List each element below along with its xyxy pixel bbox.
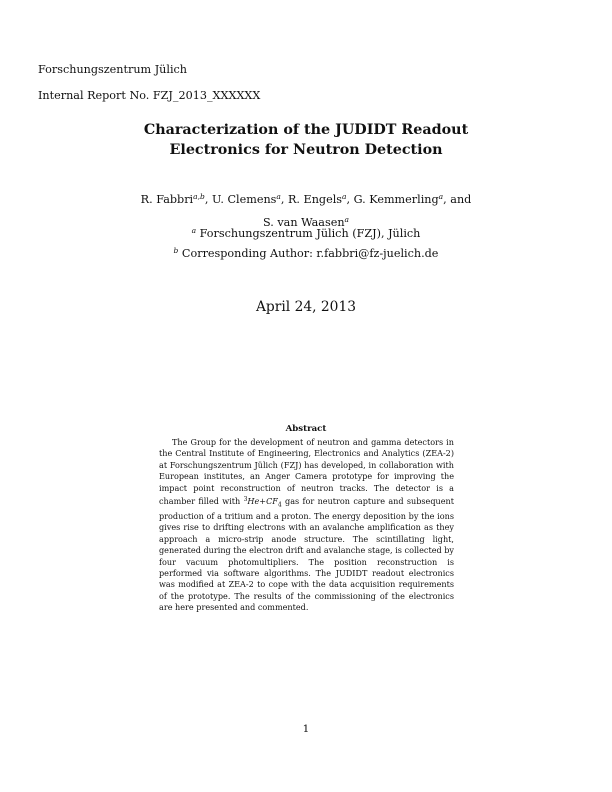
formula-plus: + [259,496,267,507]
affiliation-mark: a [191,226,197,235]
page-number: 1 [302,723,310,735]
abstract-heading: Abstract [285,424,327,434]
report-number: Internal Report No. FZJ_2013_XXXXXX [38,89,261,102]
formula-helium: He [247,496,260,507]
affiliation-mark: b [173,246,179,255]
author-name: S. van Waasen [262,215,345,229]
author-name: U. Clemens [211,193,277,206]
formula-cf: CF [266,496,278,507]
author-affiliation-mark: a [342,192,347,201]
affiliation [0,226,612,240]
author-affiliation-mark: a,b [193,192,205,201]
author-affiliation-mark: a [438,192,444,201]
title-line-1: Characterization of the JUDIDT Readout [143,122,469,138]
abstract-text-part-2: gas for neutron capture and subsequent production of a tritium and a proton. The energy deposition by the ions gives rise to drifting electrons with an avalanche amplification as they approach a micro-strip anode structure. The scintillating light, generated during the electron drift and avalanche stage, is collected by four vacuum photomultipliers. The position reconstruction is performed via software algorithms. The JUDIDT readout electronics was modified at ZEA-2 to cope with the data acquisition requirements of the prototype. The results of the commissioning of the electronics are here presented and commented. [159,496,454,613]
abstract-text-part-1: The Group for the development of neutron and gamma detectors in the Central Institute of Engineering, Electronics and Analytics (ZEA-2) at Forschungszentrum Jülich (FZJ) has developed, in collaboration with European institutes, an Anger Camera prototype for improving the impact point reconstruction of neutron tracks. The detector is a chamber filled with [159,437,454,507]
affiliation-text: Forschungszentrum Jülich (FZJ), Jülich [199,227,421,240]
corresponding-author-text: Corresponding Author: r.fabbri@fz-juelich.de [181,247,439,260]
author-name: G. Kemmerling [353,193,439,206]
author-affiliation-mark: a [344,214,350,224]
publication-date: April 24, 2013 [255,299,357,315]
abstract-body [159,437,454,614]
author-conjunction: , and [443,193,472,206]
paper-title [0,121,612,160]
corresponding-author [0,246,612,260]
author-name: R. Engels [288,193,343,206]
author-name: R. Fabbri [140,193,194,206]
formula-isotope-mark: 3 [243,496,248,504]
author-affiliation-mark: a [276,192,281,201]
formula-subscript: 4 [277,501,282,509]
author-line-1: R. Fabbri$^{a,b}$, U. Clemens$^a$, R. Engels$^a$, G. Kemmerling$^a$, and [140,192,472,206]
title-line-2: Electronics for Neutron Detection [169,141,443,158]
institution-header: Forschungszentrum Jülich [38,63,188,76]
